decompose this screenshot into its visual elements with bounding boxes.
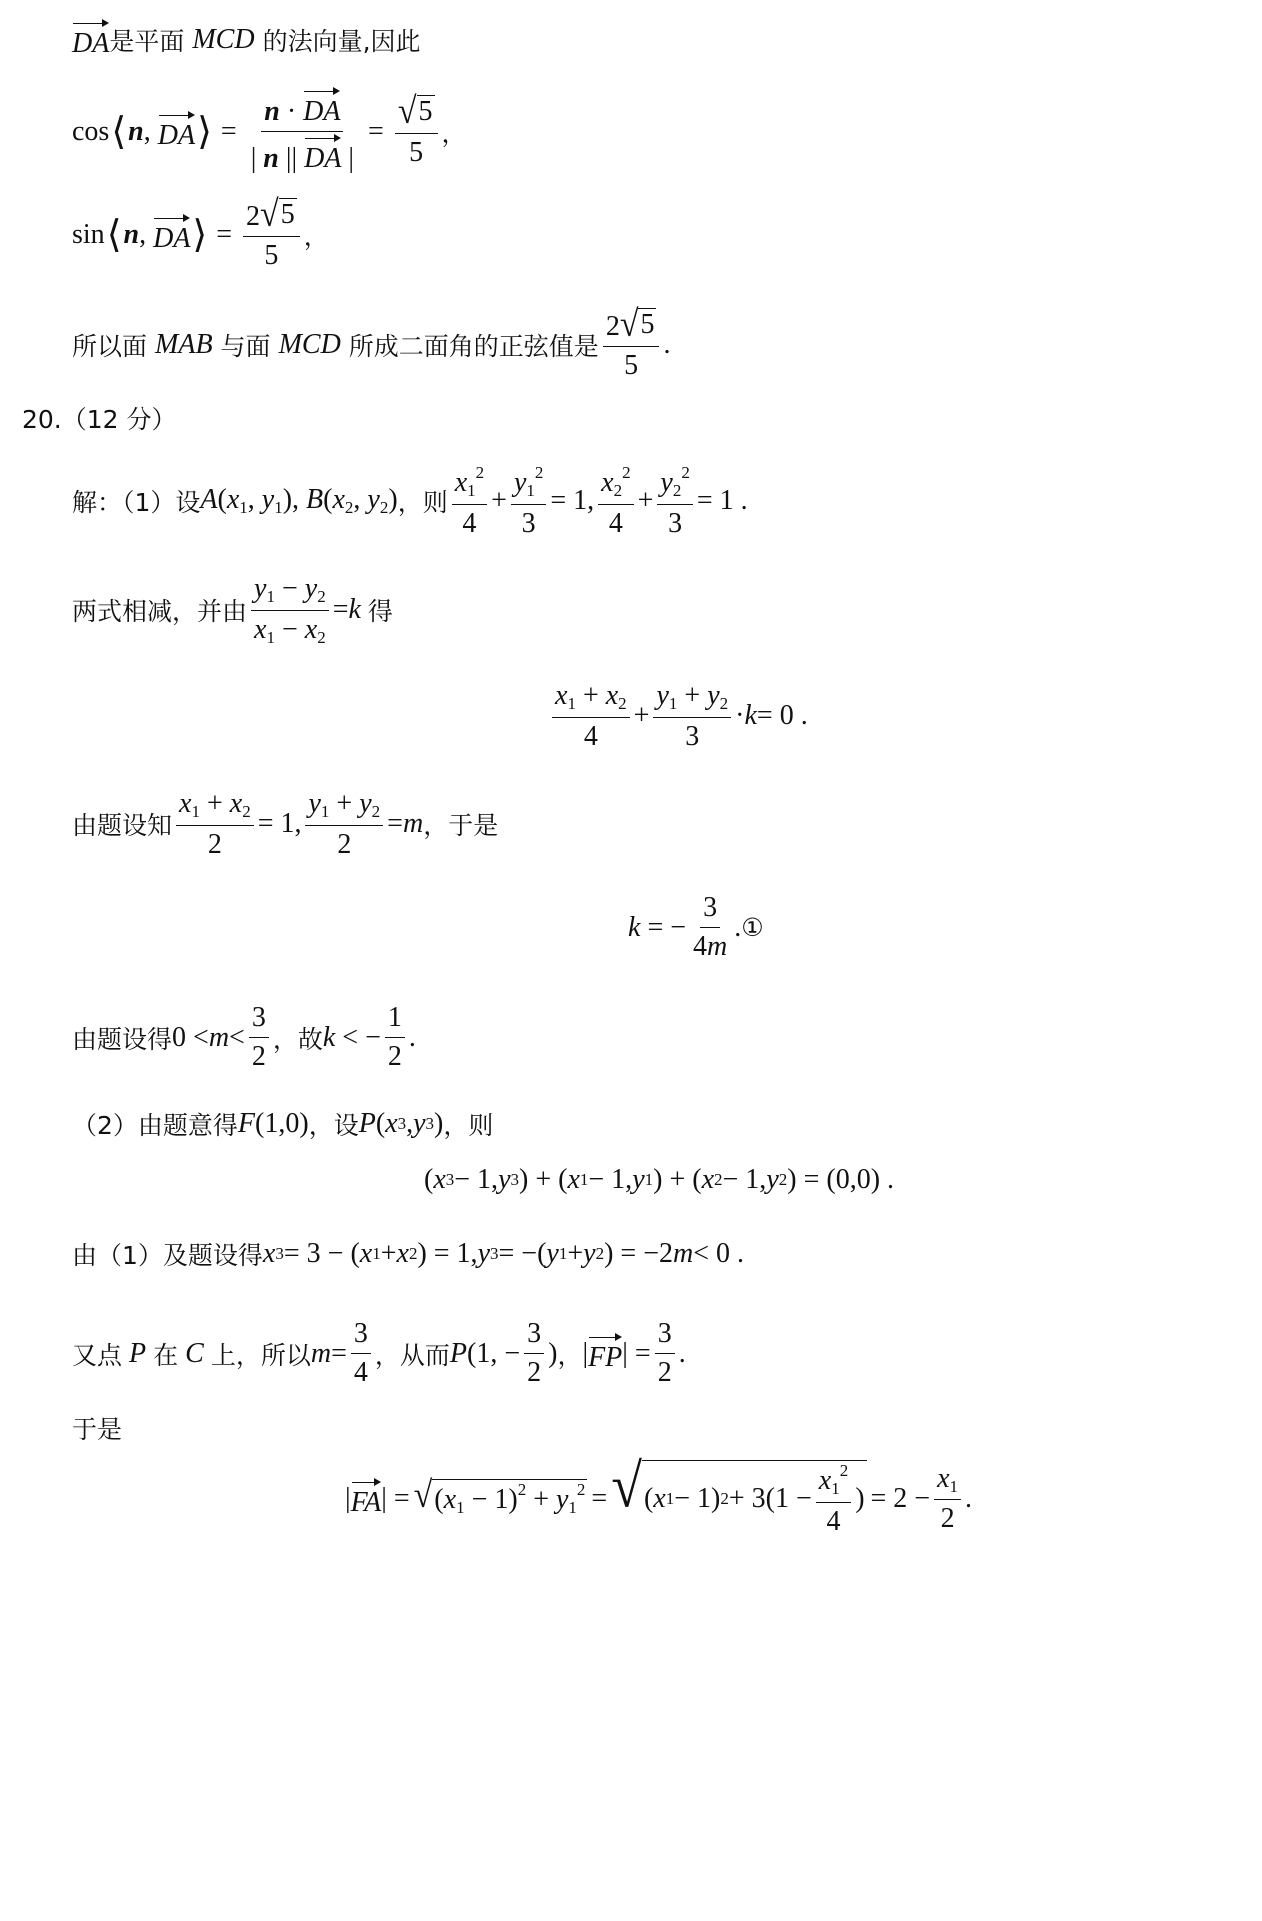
sin-formula: sin ⟨ n , DA ⟩ = 2 √ 5 5 ， <box>72 194 329 272</box>
fa-length-equation: | FA | = √ $(x_1 - 1)^2 + y_1^2$ = √ ( x 1 − 1) 2 + 3(1 − $\frac{x_1^2}{4}$ ) = 2 − $\frac{x_1}{2}$ . <box>345 1452 973 1537</box>
dihedral-conclusion: 所以面 MAB 与面 MCD 所成二面角的正弦值是 2 √ 5 5 . <box>72 304 671 382</box>
cos-label: cos <box>72 115 110 147</box>
subtract-step: 两式相减，并由 $\frac{y_1 - y_2}{x_1 - x_2}$ = k 得 <box>72 573 393 647</box>
sin-value: 2 √ 5 5 <box>243 198 300 272</box>
vector-sum-equation: ( x 3 − 1, y 3 ) + ( x 1 − 1, y 1 ) + ( x 2 − 1, y 2 ) = (0,0) . <box>424 1164 895 1195</box>
vector-da: DA <box>72 20 109 60</box>
part1-setup: 解：（1）设 $A(x_1$, $y_1$), $B(x_2$, $y_2$) ，则 $\frac{x_1^2}{4}$ + $\frac{y_1^2}{3}$ = 1, $\frac{x_2^2}{4}$ + $\frac{y_2^2}{3}$ = 1 . <box>72 463 748 539</box>
point-p-on-c: 又点 P 在 C 上，所以 m = $\frac{3}{4}$ ，从而 P (1, − $\frac{3}{2}$ ) ， | FP | = $\frac{3}{2}$ . <box>72 1318 686 1389</box>
range-step: 由题设得 0 < m < $\frac{3}{2}$ ，故 k < − $\frac{1}{2}$ . <box>72 1002 416 1073</box>
k-result: k = − $\frac{3}{4m}$ . ① <box>628 892 764 963</box>
normal-tail: 的法向量,因此 <box>262 27 421 56</box>
cos-formula: cos ⟨ n , DA ⟩ = $\frac{n \cdot DA}{| n || DA |}$ = √ 5 5 ， <box>72 88 467 175</box>
thus-text: 于是 <box>72 1415 123 1444</box>
problem-header: 20.（12 分） <box>22 405 177 434</box>
part2-setup: （2）由题意得 F (1,0) ，设 P ( x 3 , y 3 ) ，则 <box>72 1108 494 1140</box>
normal-vector-statement <box>72 20 421 60</box>
sin-label: sin <box>72 219 105 251</box>
normal-text: 是平面 <box>109 27 185 56</box>
cos-value: √ 5 5 <box>395 95 438 169</box>
circled-one-label: ① <box>741 913 764 943</box>
slope-equation: $\frac{x_1 + x_2}{4}$ + $\frac{y_1 + y_2}{3}$ · k = 0 . <box>548 680 808 753</box>
cos-fraction: $\frac{n \cdot DA}{| n || DA |}$ <box>248 88 357 175</box>
plane-name: MCD <box>192 24 255 55</box>
midpoint-given: 由题设知 $\frac{x_1 + x_2}{2}$ = 1, $\frac{y_1 + y_2}{2}$ = m ，于是 <box>72 788 499 860</box>
from-part1-step: 由（1）及题设得 x 3 = 3 − ( x 1 + x 2 ) = 1, y 3 = −( y 1 + y 2 ) = −2 m < 0 . <box>72 1238 745 1270</box>
